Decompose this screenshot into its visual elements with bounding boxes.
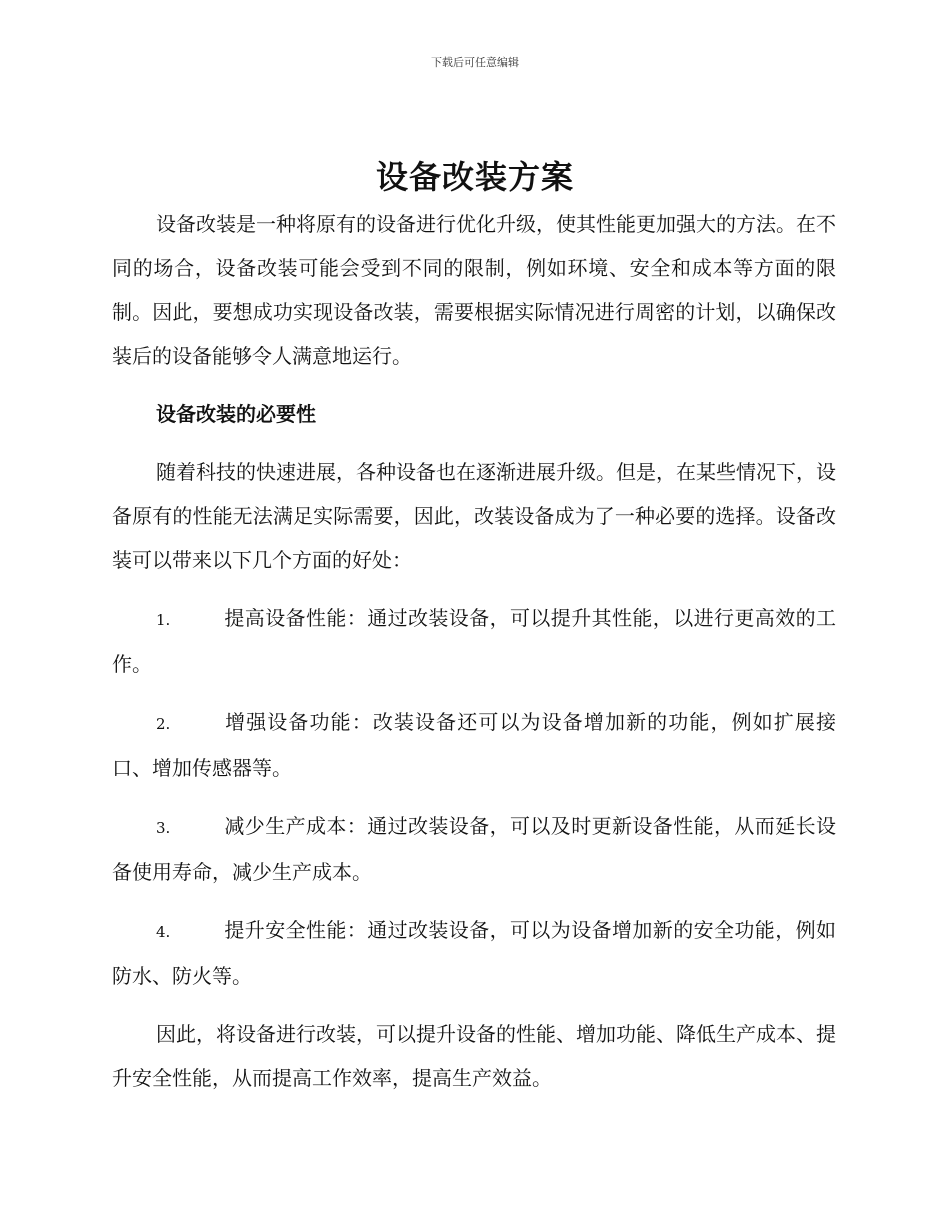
list-item-number: 4. <box>156 923 171 941</box>
document-body <box>112 202 836 1100</box>
section-heading: 设备改装的必要性 <box>156 402 316 426</box>
list-item-number: 2. <box>156 715 171 733</box>
conclusion-block <box>112 1012 836 1100</box>
list-item-number: 3. <box>156 819 171 837</box>
section-paragraph: 随着科技的快速进展，各种设备也在逐渐进展升级。但是，在某些情况下，设备原有的性能无法满足实际需要，因此，改装设备成为了一种必要的选择。设备改装可以带来以下几个方面的好处： <box>112 460 836 572</box>
list-item-number: 1. <box>156 611 171 629</box>
list-item-text: 提升安全性能：通过改装设备，可以为设备增加新的安全功能，例如防水、防火等。 <box>112 918 836 988</box>
list-item-text: 提高设备性能：通过改装设备，可以提升其性能，以进行更高效的工作。 <box>112 606 836 676</box>
spacer <box>112 378 836 392</box>
document-title: 设备改装方案 <box>375 158 574 196</box>
intro-paragraph: 设备改装是一种将原有的设备进行优化升级，使其性能更加强大的方法。在不同的场合，设备改装可能会受到不同的限制，例如环境、安全和成本等方面的限制。因此，要想成功实现设备改装，需要根据实际情况进行周密的计划，以确保改装后的设备能够令人满意地运行。 <box>112 212 836 368</box>
list-item-text: 减少生产成本：通过改装设备，可以及时更新设备性能，从而延长设备使用寿命，减少生产成本。 <box>112 814 836 884</box>
conclusion-paragraph: 因此，将设备进行改装，可以提升设备的性能、增加功能、降低生产成本、提升安全性能，从而提高工作效率，提高生产效益。 <box>112 1022 836 1090</box>
list-item <box>112 596 836 686</box>
list-item <box>112 804 836 894</box>
page-header: 下载后可任意编辑 <box>431 56 519 69</box>
list-item <box>112 700 836 790</box>
list-item-text: 增强设备功能：改装设备还可以为设备增加新的功能，例如扩展接口、增加传感器等。 <box>112 710 836 780</box>
spacer <box>112 436 836 450</box>
list-item <box>112 908 836 998</box>
